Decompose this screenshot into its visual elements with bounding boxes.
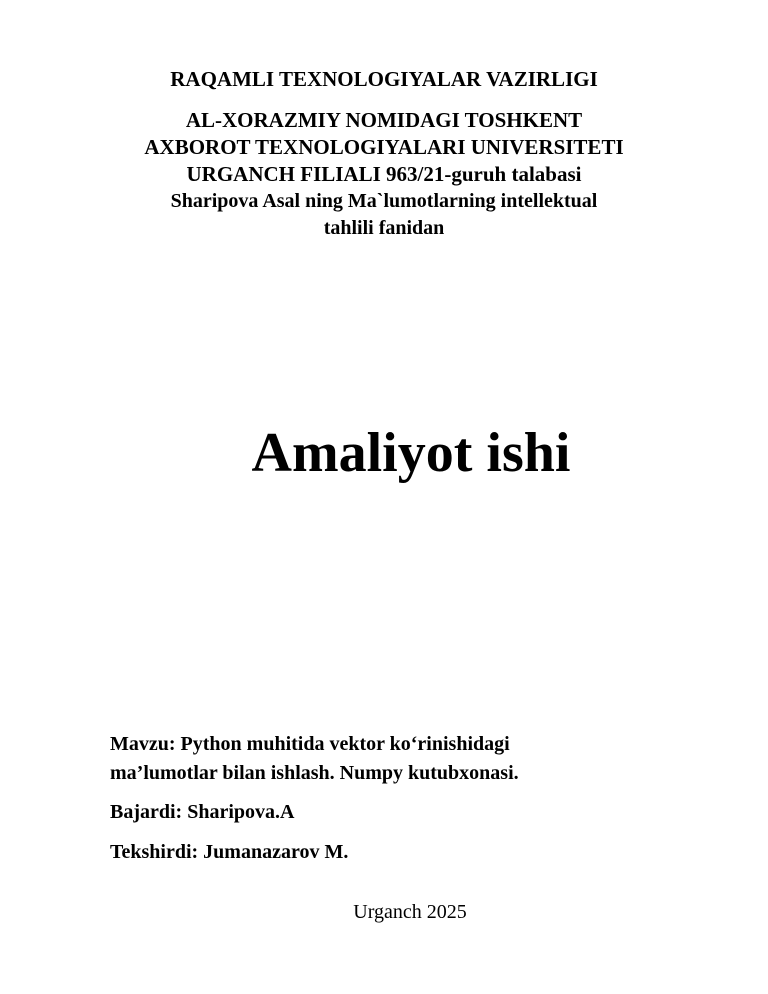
university-line-4: Sharipova Asal ning Ma`lumotlarning intellektual: [170, 190, 598, 212]
university-line-1: AL-XORAZMIY NOMIDAGI TOSHKENT: [185, 108, 583, 132]
university-line-2: AXBOROT TEXNOLOGIYALARI UNIVERSITETI: [144, 135, 624, 159]
ministry-name: RAQAMLI TEXNOLOGIYALAR VAZIRLIGI: [170, 67, 598, 91]
checked-by: Tekshirdi: Jumanazarov M.: [110, 841, 349, 863]
city-year: Urganch 2025: [353, 901, 467, 923]
university-line-3: URGANCH FILIALI 963/21-guruh talabasi: [186, 162, 582, 186]
university-block: [0, 107, 768, 242]
performed-by: Bajardi: Sharipova.A: [110, 801, 295, 823]
topic-line-1: Mavzu: Python muhitida vektor ko‘rinishidagi: [110, 733, 510, 755]
document-title: Amaliyot ishi: [251, 422, 571, 484]
university-line-5: tahlili fanidan: [323, 217, 445, 239]
document-header: [0, 66, 768, 242]
document-details: [110, 730, 730, 865]
topic-line-2: ma’lumotlar bilan ishlash. Numpy kutubxonasi.: [110, 762, 519, 784]
